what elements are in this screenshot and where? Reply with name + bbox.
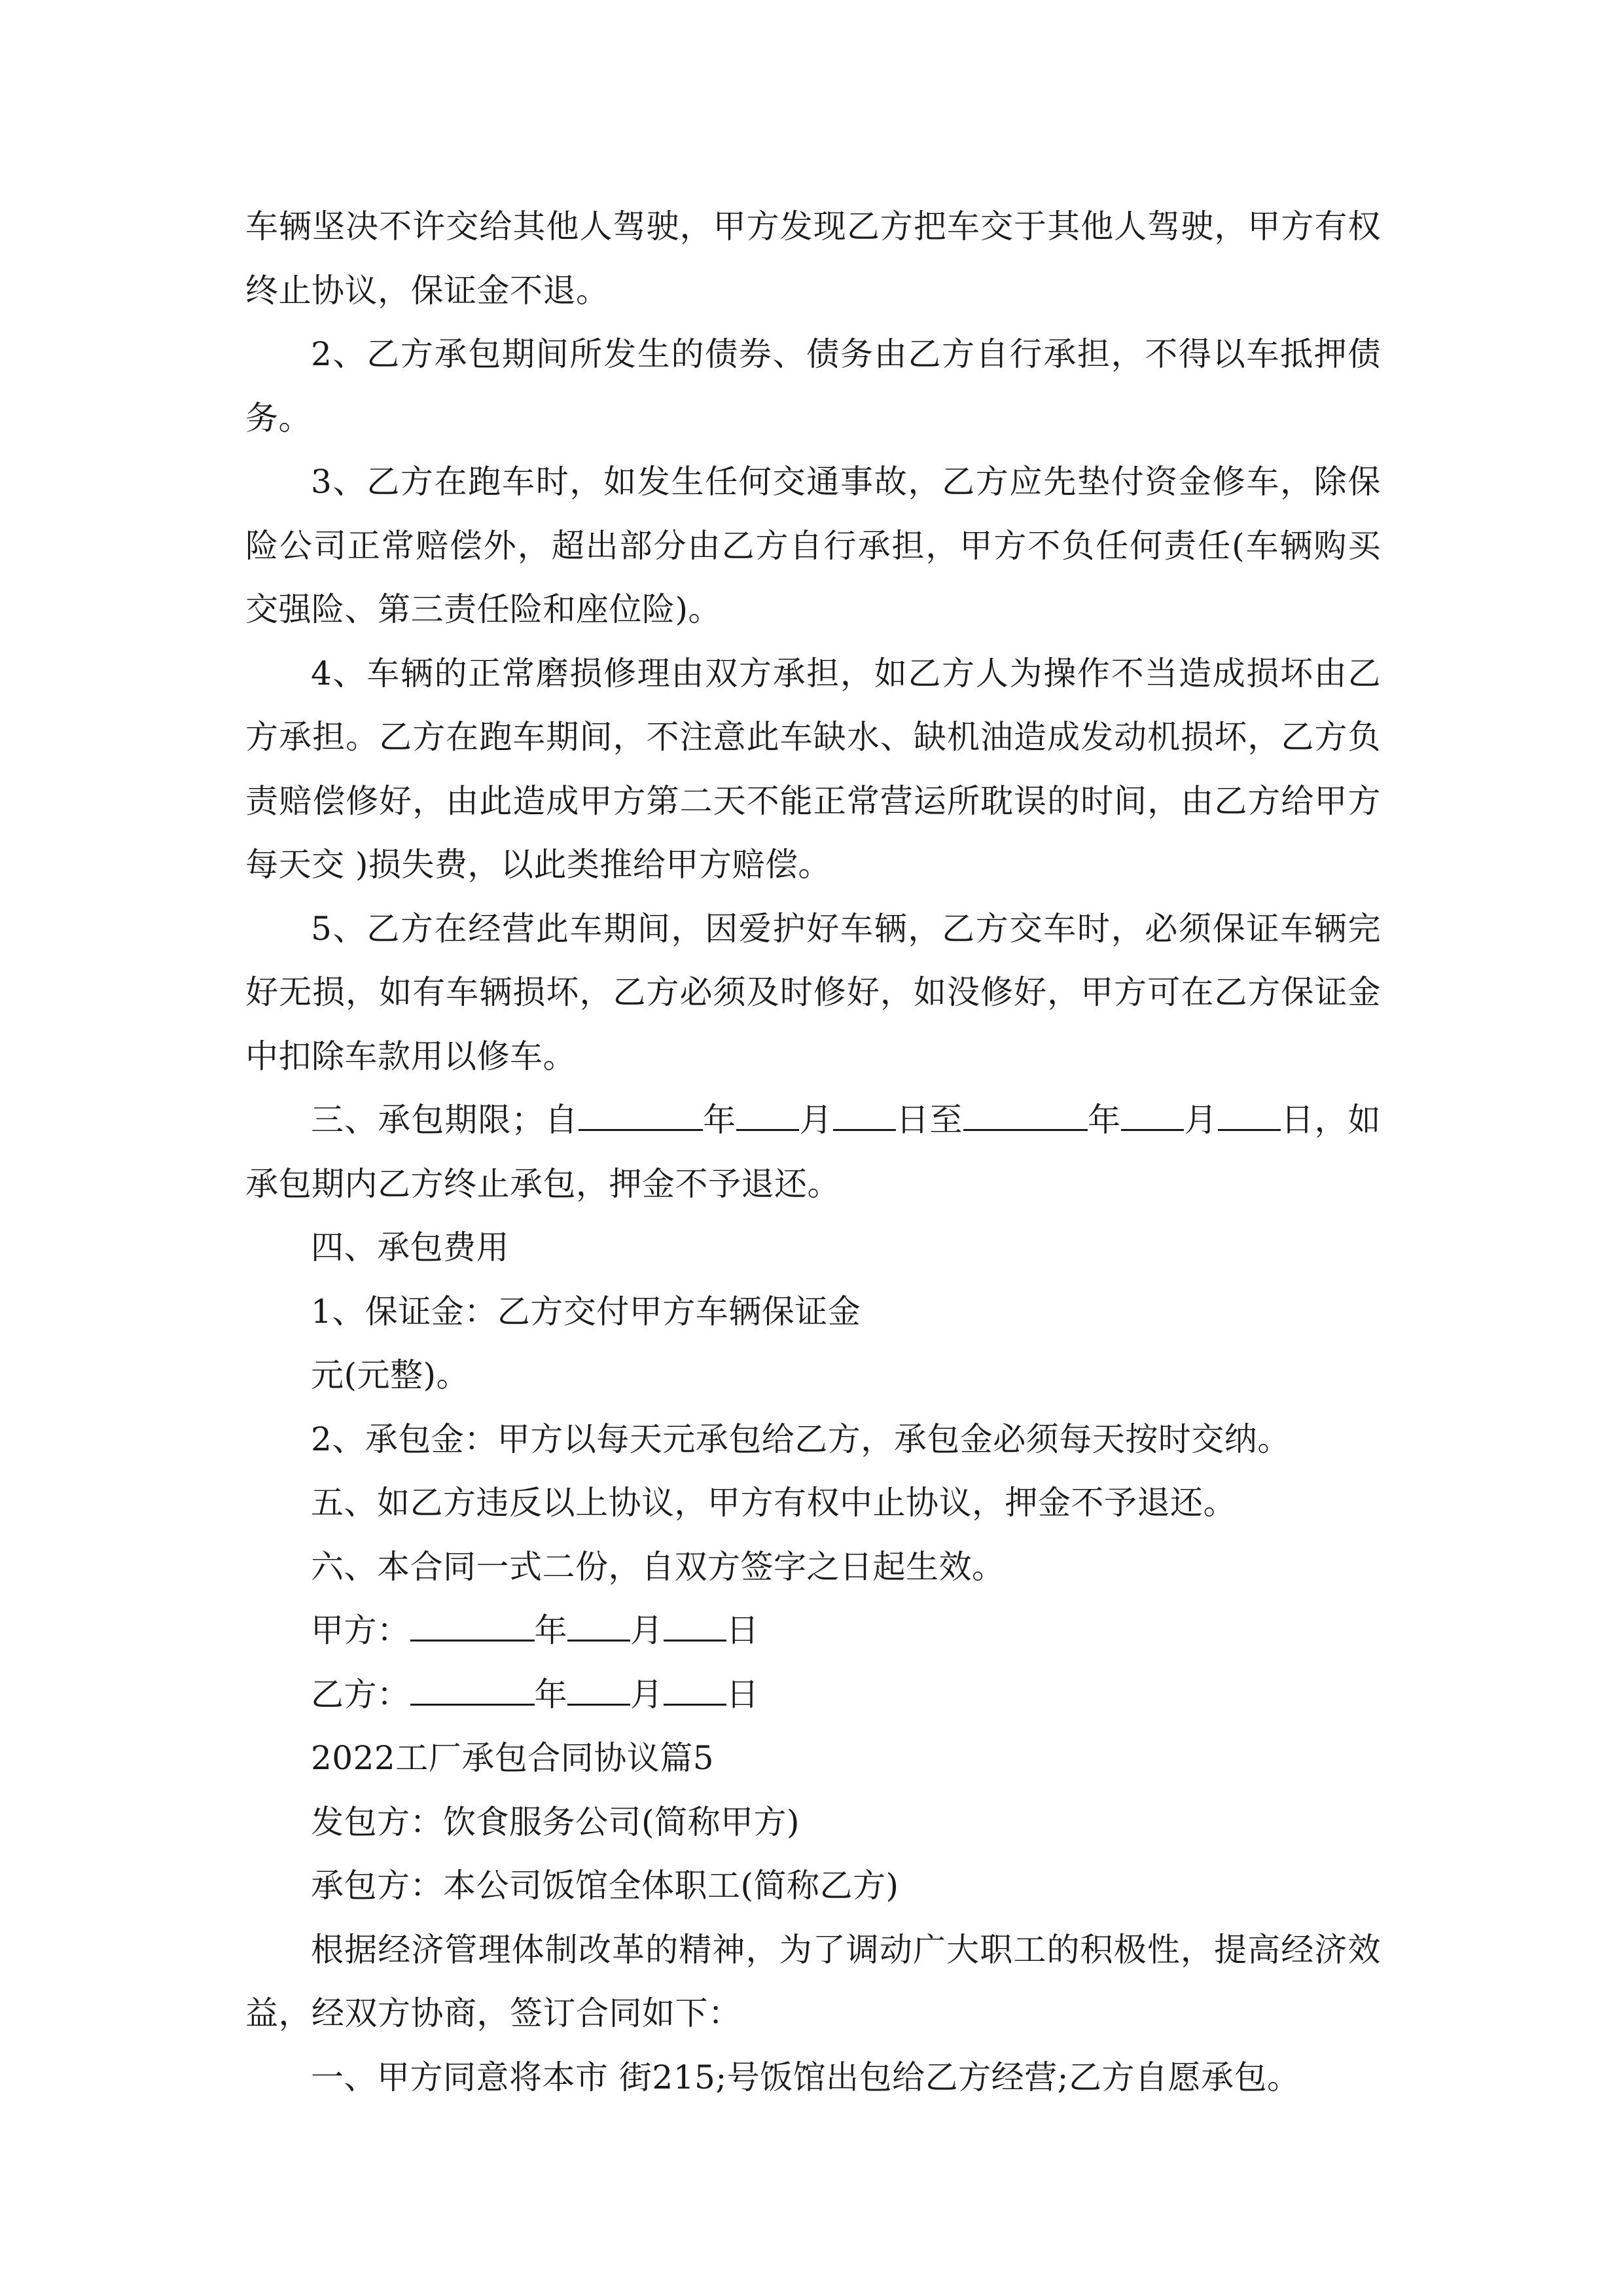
term-month-label-1: 月: [799, 1101, 833, 1139]
section-title-agreement-5: 2022工厂承包合同协议篇5: [311, 1739, 715, 1777]
term-year-label-1: 年: [702, 1101, 737, 1139]
blank-party-b-day: [664, 1674, 726, 1706]
blank-party-a-month: [567, 1610, 630, 1641]
blank-start-month: [736, 1100, 799, 1131]
document-body: [245, 195, 1381, 2109]
signature-party-b-month: 月: [630, 1675, 664, 1713]
paragraph-clause-5: 5、乙方在经营此车期间，因爱护好车辆，乙方交车时，必须保证车辆完好无损，如有车辆损坏，乙方必须及时修好，如没修好，甲方可在乙方保证金中扣除车款用以修车。: [245, 909, 1381, 1075]
signature-party-a-year: 年: [534, 1611, 567, 1649]
term-day-to-label: 日至: [895, 1101, 963, 1139]
paragraph-contract-term: [245, 1088, 1381, 1216]
term-suffix: 日，如承包期内乙方终止承包，押金不予退还。: [245, 1101, 1382, 1203]
blank-party-a-year: [410, 1610, 535, 1641]
paragraph-deposit: 1、保证金：乙方交付甲方车辆保证金: [311, 1292, 861, 1331]
paragraph-clause-4: 4、车辆的正常磨损修理由双方承担，如乙方人为操作不当造成损坏由乙方承担。乙方在跑车期间，不注意此车缺水、缺机油造成发动机损坏，乙方负责赔偿修好，由此造成甲方第二天不能正常营运所耽误的时间，由乙方给甲方每天交 )损失费，以此类推给甲方赔偿。: [245, 654, 1381, 884]
term-year-label-2: 年: [1087, 1101, 1122, 1139]
blank-start-day: [833, 1100, 896, 1131]
blank-end-month: [1121, 1100, 1184, 1131]
paragraph-contractor: 发包方：饮食服务公司(简称甲方): [311, 1803, 800, 1841]
blank-party-b-year: [410, 1674, 535, 1706]
signature-party-a-month: 月: [630, 1611, 664, 1649]
signature-party-b-year: 年: [534, 1675, 567, 1713]
paragraph-effective: 六、本合同一式二份，自双方签字之日起生效。: [311, 1547, 1005, 1586]
blank-end-year: [963, 1100, 1088, 1131]
paragraph-contract-fee: 2、承包金：甲方以每天元承包给乙方，承包金必须每天按时交纳。: [311, 1420, 1291, 1458]
paragraph-article-1: 一、甲方同意将本市 街215;号饭馆出包给乙方经营;乙方自愿承包。: [311, 2058, 1300, 2096]
signature-line-party-a: [245, 1599, 1381, 1663]
signature-line-party-b: [245, 1663, 1381, 1727]
blank-party-b-month: [567, 1674, 630, 1706]
blank-party-a-day: [664, 1610, 726, 1641]
paragraph-contractee: 承包方：本公司饭馆全体职工(简称乙方): [311, 1867, 899, 1905]
paragraph-clause-1-continued: 车辆坚决不许交给其他人驾驶，甲方发现乙方把车交于其他人驾驶，甲方有权终止协议，保证金不退。: [245, 207, 1381, 310]
term-prefix: 三、承包期限；自: [311, 1101, 579, 1139]
heading-contract-fees: 四、承包费用: [311, 1229, 509, 1266]
blank-start-year: [579, 1100, 703, 1131]
paragraph-clause-3: 3、乙方在跑车时，如发生任何交通事故，乙方应先垫付资金修车，除保险公司正常赔偿外，超出部分由乙方自行承担，甲方不负任何责任(车辆购买交强险、第三责任险和座位险)。: [245, 463, 1381, 628]
paragraph-clause-2: 2、乙方承包期间所发生的债券、债务由乙方自行承担，不得以车抵押债务。: [245, 335, 1381, 437]
paragraph-preamble: 根据经济管理体制改革的精神，为了调动广大职工的积极性，提高经济效益，经双方协商，签订合同如下：: [245, 1930, 1381, 2032]
blank-end-day: [1218, 1100, 1281, 1131]
term-month-label-2: 月: [1184, 1101, 1218, 1139]
signature-party-a-day: 日: [726, 1611, 759, 1649]
signature-party-a-label: 甲方：: [311, 1611, 410, 1649]
signature-party-b-label: 乙方：: [311, 1675, 410, 1713]
signature-party-b-day: 日: [726, 1675, 759, 1713]
paragraph-deposit-amount: 元(元整)。: [311, 1356, 470, 1394]
paragraph-breach: 五、如乙方违反以上协议，甲方有权中止协议，押金不予退还。: [311, 1484, 1236, 1522]
